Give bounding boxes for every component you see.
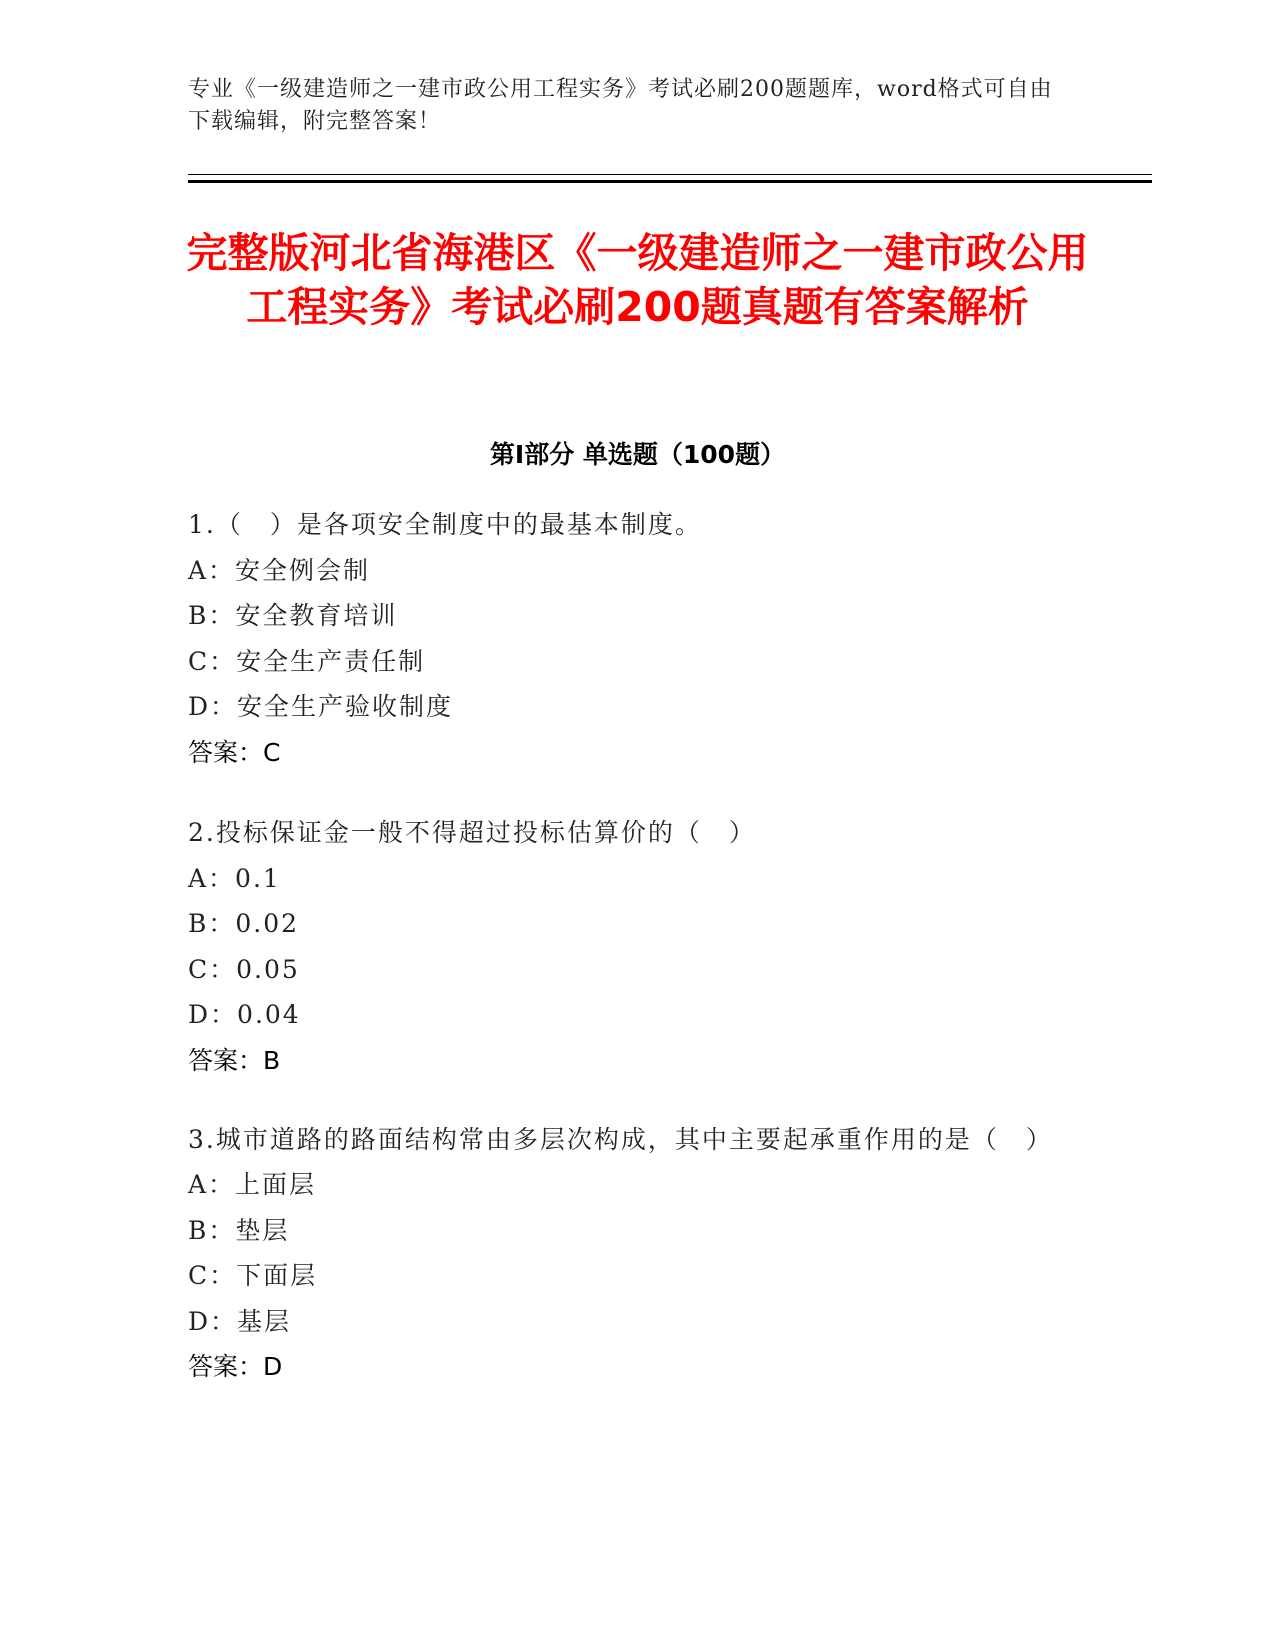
option-b: B：垫层: [188, 1215, 290, 1245]
question-2: [188, 810, 1068, 1083]
question-stem: 1.（ ）是各项安全制度中的最基本制度。: [188, 510, 702, 539]
option-a: A：安全例会制: [188, 555, 371, 585]
answer-line: 答案：B: [188, 1045, 281, 1075]
option-d: D：0.04: [188, 1000, 301, 1029]
option-c: C：安全生产责任制: [188, 646, 426, 676]
question-stem: 3.城市道路的路面结构常由多层次构成，其中主要起承重作用的是（ ）: [188, 1125, 1053, 1154]
question-stem: 2.投标保证金一般不得超过投标估算价的（ ）: [188, 818, 756, 847]
header-divider-thin: [188, 174, 1152, 175]
answer-line: 答案：C: [188, 737, 281, 767]
header-divider-thick: [188, 180, 1152, 183]
option-c: C：下面层: [188, 1261, 318, 1290]
option-a: A：上面层: [188, 1170, 317, 1199]
question-3: [188, 1117, 1068, 1390]
answer-line: 答案：D: [188, 1352, 283, 1381]
option-c: C：0.05: [188, 954, 300, 984]
document-title: 完整版河北省海港区《一级建造师之一建市政公用工程实务》考试必刷200题真题有答案解析: [186, 229, 1089, 331]
option-b: B：安全教育培训: [188, 601, 398, 630]
option-b: B：0.02: [188, 909, 300, 938]
option-a: A：0.1: [188, 863, 281, 893]
option-d: D：基层: [188, 1306, 292, 1336]
section-heading: 第Ⅰ部分 单选题（100题）: [489, 440, 786, 469]
option-d: D：安全生产验收制度: [188, 692, 454, 721]
question-1: [188, 502, 1068, 775]
header-note: 专业《一级建造师之一建市政公用工程实务》考试必刷200题题库，word格式可自由下载编辑，附完整答案！: [188, 77, 1053, 134]
